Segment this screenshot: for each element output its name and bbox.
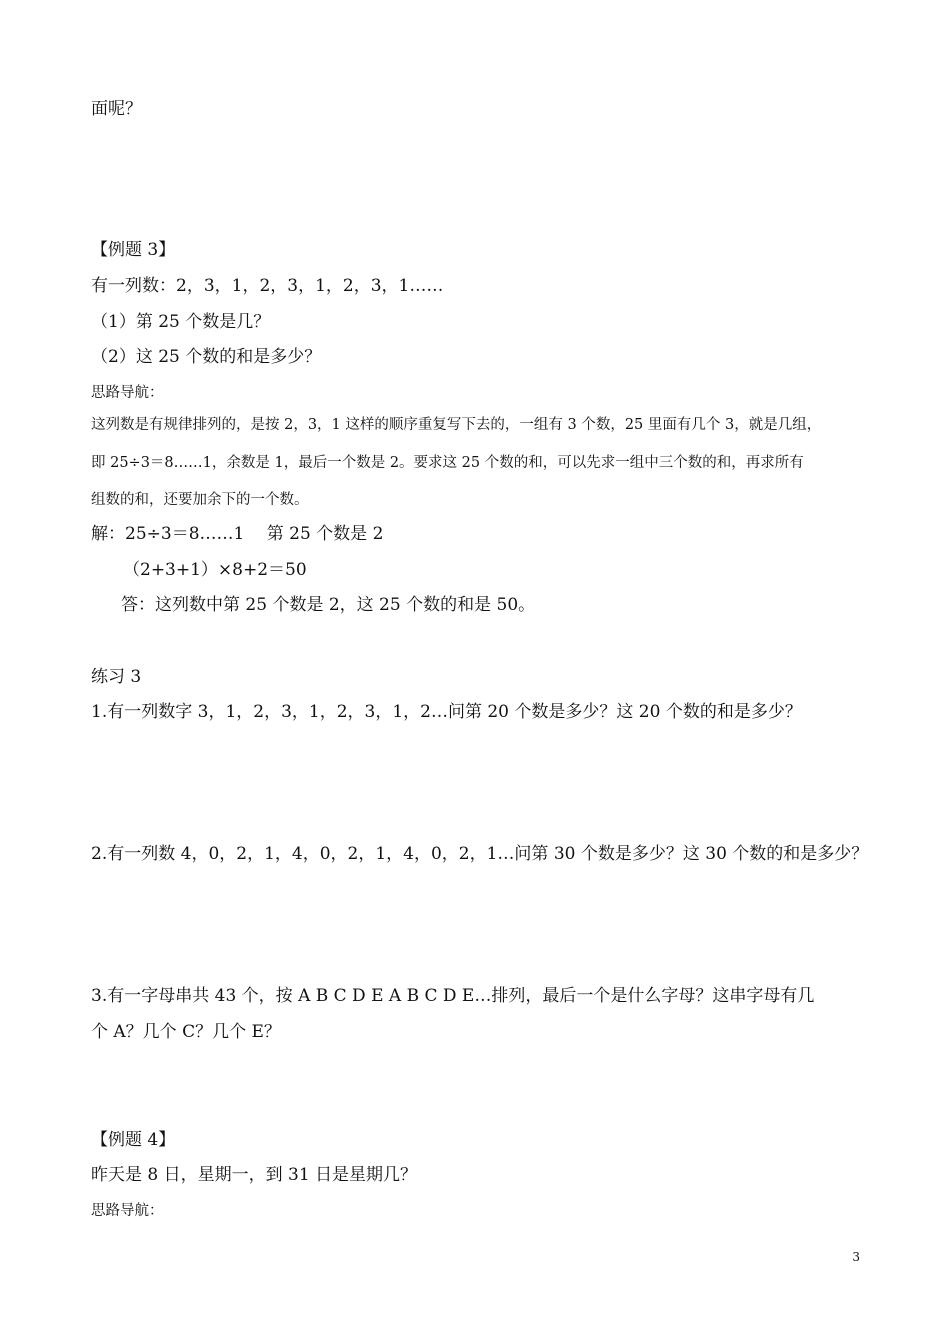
example-3-question-1: （1）第 25 个数是几？ (91, 312, 271, 332)
example-3-solution-line-2: （2+3+1）×8+2＝50 (123, 560, 307, 580)
practice-3-question-1: 1.有一列数字 3，1，2，3，1，2，3，1，2…问第 20 个数是多少？这 20 个数的和是多少？ (91, 702, 802, 722)
example-4-hint-label: 思路导航： (91, 1203, 164, 1219)
example-3-solution-line-1: 解：25÷3＝8……1 第 25 个数是 2 (91, 524, 384, 544)
example-3-answer: 答：这列数中第 25 个数是 2，这 25 个数的和是 50。 (121, 595, 536, 615)
example-4-problem: 昨天是 8 日，星期一，到 31 日是星期几？ (91, 1165, 418, 1185)
example-4-heading: 【例题 4】 (91, 1130, 176, 1150)
practice-3-heading: 练习 3 (91, 667, 142, 687)
practice-3-question-3-line-1: 3.有一字母串共 43 个，按 A B C D E A B C D E…排列，最后一个是什么字母？这串字母有几 (91, 986, 815, 1006)
example-3-hint-line: 即 25÷3＝8……1，余数是 1，最后一个数是 2。要求这 25 个数的和，可以先求一组中三个数的和，再求所有 (91, 455, 804, 471)
example-3-hint-line: 组数的和，还要加余下的一个数。 (91, 492, 309, 508)
example-3-problem: 有一列数：2，3，1，2，3，1，2，3，1…… (91, 276, 444, 296)
intro-continuation: 面呢？ (91, 99, 142, 119)
example-3-question-2: （2）这 25 个数的和是多少？ (91, 347, 322, 367)
page-number: 3 (852, 1250, 860, 1264)
example-3-heading: 【例题 3】 (91, 240, 176, 260)
practice-3-question-2: 2.有一列数 4，0，2，1，4，0，2，1，4，0，2，1…问第 30 个数是多少？这 30 个数的和是多少？ (91, 844, 869, 864)
example-3-hint-line: 这列数是有规律排列的，是按 2，3，1 这样的顺序重复写下去的，一组有 3 个数，25 里面有几个 3，就是几组， (91, 417, 822, 433)
practice-3-question-3-line-2: 个 A？几个 C？几个 E？ (91, 1022, 281, 1042)
example-3-hint-label: 思路导航： (91, 385, 164, 401)
